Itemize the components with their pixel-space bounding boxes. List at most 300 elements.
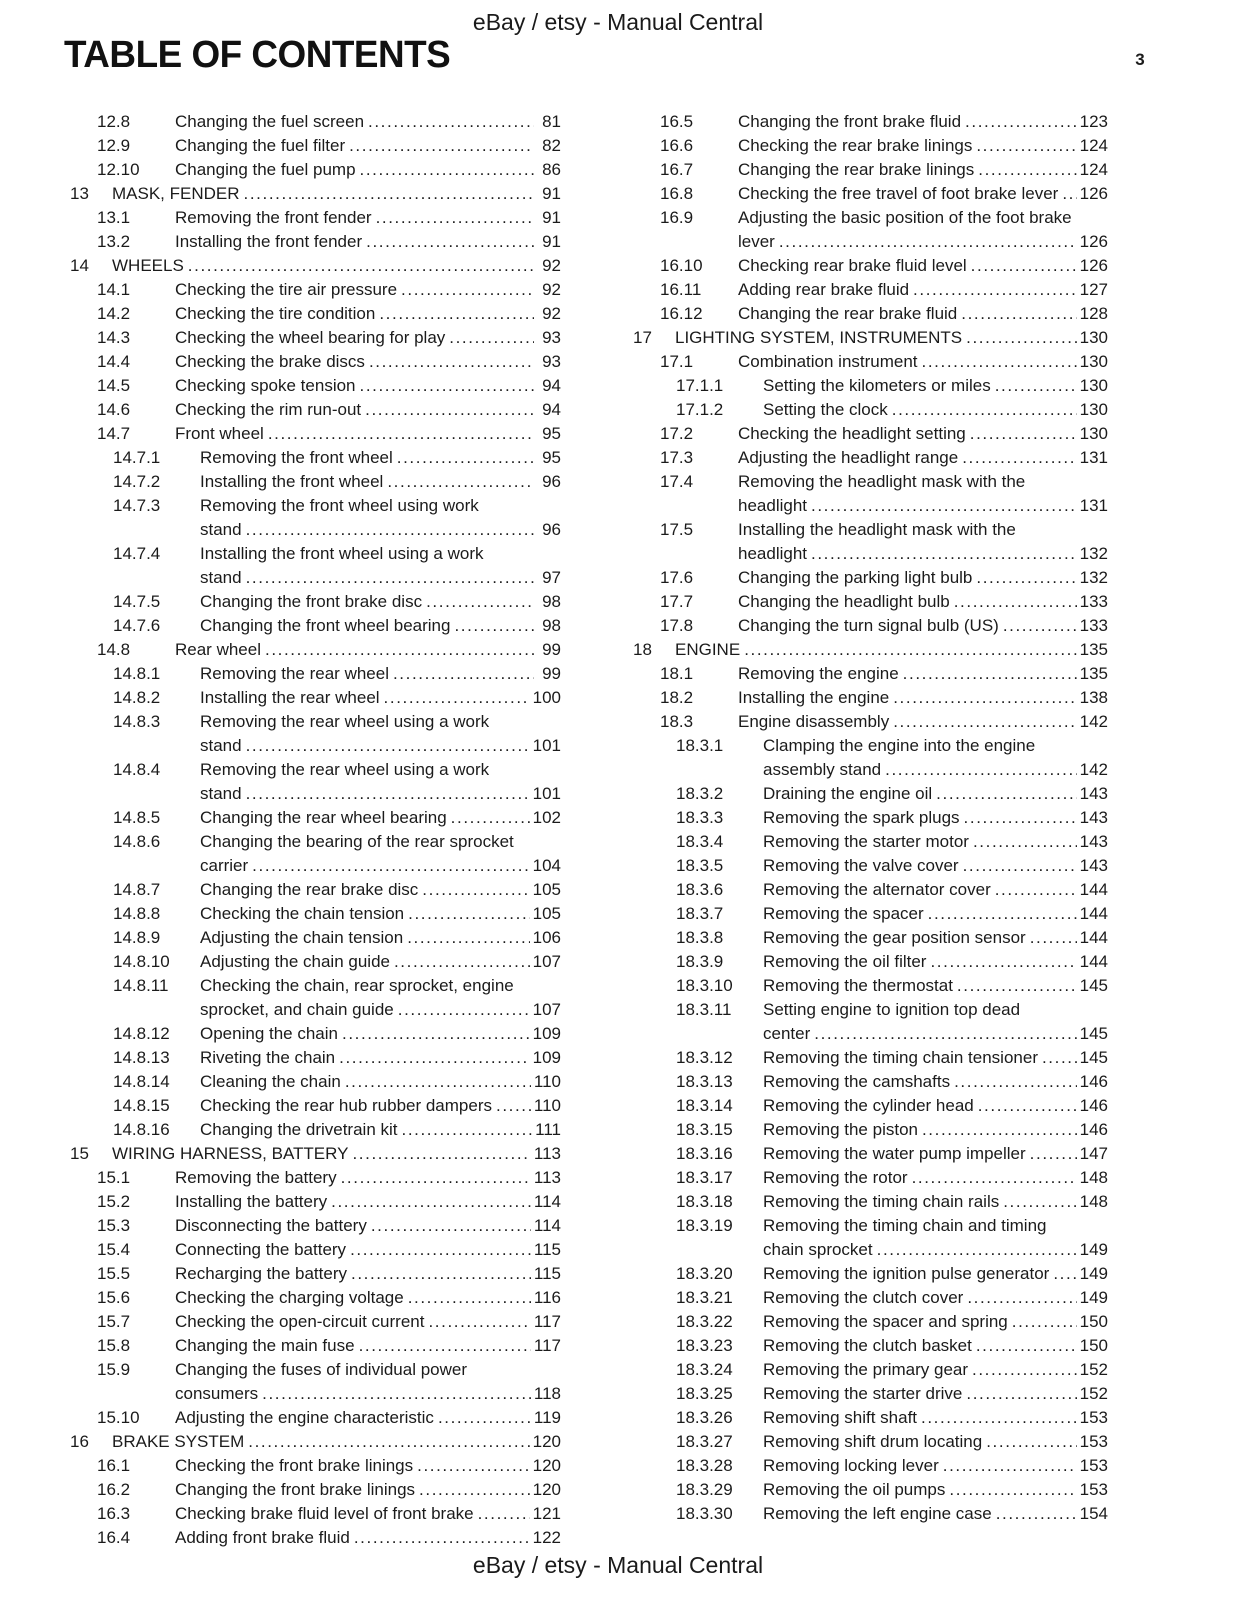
entry-title: Installing the engine [738,688,890,707]
entry-page-number: 130 [1079,376,1108,395]
entry-number: 15.7 [97,1312,131,1331]
entry-line [175,1286,561,1310]
entry-number: 12.8 [97,112,131,131]
entry-page-number: 118 [533,1384,561,1403]
entry-body [175,1214,561,1238]
entry-line [763,1334,1108,1358]
entry-title: Checking brake fluid level of front brake [175,1504,474,1523]
toc-entry [70,206,561,230]
entry-page-number: 153 [1079,1456,1108,1475]
dot-leader [973,830,1077,854]
toc-entry [70,1430,561,1454]
entry-line [763,1382,1108,1406]
entry-page-number: 110 [533,1072,561,1091]
entry-line [200,830,561,854]
entry-body [738,134,1108,158]
dot-leader [354,1526,530,1550]
entry-body [175,1334,561,1358]
entry-line [175,302,561,326]
entry-title: Installing the rear wheel [200,688,380,707]
entry-body [200,662,561,686]
entry-page-number: 143 [1079,808,1108,827]
entry-line [200,902,561,926]
entry-body [763,1070,1108,1094]
toc-entry [70,158,561,182]
entry-page-number: 153 [1079,1480,1108,1499]
entry-page-number: 91 [542,208,561,227]
entry-page-number: 152 [1079,1360,1108,1379]
entry-title: Checking the rear hub rubber dampers [200,1096,492,1115]
dot-leader [350,1238,531,1262]
entry-line [738,278,1108,302]
entry-title: Installing the front wheel using a work [200,544,484,563]
dot-leader [877,1238,1077,1262]
entry-line [763,1238,1108,1262]
entry-title: Removing the engine [738,664,899,683]
entry-line [763,1430,1108,1454]
entry-number: 14.2 [97,304,131,323]
entry-page-number: 143 [1079,832,1108,851]
entry-page-number: 105 [532,880,561,899]
toc-entry [633,1214,1108,1262]
dot-leader [963,854,1077,878]
toc-entry [70,230,561,254]
entry-page-number: 91 [542,184,561,203]
entry-body [763,830,1108,854]
entry-number: 18.3.7 [676,904,724,923]
entry-number: 18 [633,640,652,659]
entry-line [175,110,561,134]
entry-title: WIRING HARNESS, BATTERY [112,1144,349,1163]
entry-number: 15.9 [97,1360,131,1379]
toc-entry [633,110,1108,134]
dot-leader [1030,1142,1077,1166]
entry-page-number: 124 [1079,160,1108,179]
entry-body [112,182,561,206]
entry-page-number: 126 [1079,232,1108,251]
entry-title: Changing the headlight bulb [738,592,950,611]
entry-page-number: 126 [1079,256,1108,275]
entry-body [200,878,561,902]
entry-page-number: 130 [1079,424,1108,443]
dot-leader [961,302,1076,326]
entry-number: 15.2 [97,1192,131,1211]
entry-title: Removing the alternator cover [763,880,991,899]
entry-line [763,806,1108,830]
entry-body [763,1214,1108,1262]
toc-entry [70,1190,561,1214]
entry-number: 17.8 [660,616,694,635]
toc-entry [70,974,561,1022]
entry-page-number: 143 [1079,784,1108,803]
toc-entry [70,278,561,302]
toc-entry [70,494,561,542]
dot-leader [379,302,534,326]
dot-leader [478,1502,530,1526]
entry-line [175,326,561,350]
toc-entry [70,1214,561,1238]
entry-line [175,1502,561,1526]
entry-title: Changing the turn signal bulb (US) [738,616,999,635]
entry-title: Adding front brake fluid [175,1528,350,1547]
toc-column-left [70,110,561,1550]
dot-leader [922,1118,1077,1142]
entry-title: Adjusting the engine characteristic [175,1408,434,1427]
entry-body [738,566,1108,590]
toc-entry [633,614,1108,638]
dot-leader [401,278,534,302]
entry-line [200,854,561,878]
entry-page-number: 93 [542,352,561,371]
entry-number: 14.8.14 [113,1072,170,1091]
dot-leader [986,1430,1076,1454]
entry-page-number: 153 [1079,1408,1108,1427]
dot-leader [971,254,1077,278]
entry-number: 18.3.17 [676,1168,733,1187]
toc-entry [633,638,1108,662]
entry-line [675,326,1108,350]
entry-number: 16.11 [660,280,702,299]
entry-title: Clamping the engine into the engine [763,736,1036,755]
toc-entry [633,398,1108,422]
dot-leader [978,1094,1077,1118]
entry-number: 18.2 [660,688,694,707]
entry-line [763,782,1108,806]
entry-page-number: 115 [533,1264,561,1283]
toc-entry [633,206,1108,254]
entry-title: Adjusting the chain guide [200,952,390,971]
entry-line [175,1214,561,1238]
entry-line [200,758,561,782]
entry-number: 14.8.16 [113,1120,170,1139]
entry-number: 18.3.15 [676,1120,733,1139]
entry-body [738,422,1108,446]
entry-title: Setting the clock [763,400,888,419]
toc-entry [70,254,561,278]
entry-line [112,254,561,278]
entry-number: 18.3.30 [676,1504,733,1523]
toc-entry [70,1526,561,1550]
entry-body [738,182,1108,206]
entry-page-number: 145 [1079,976,1108,995]
dot-leader [1003,614,1077,638]
entry-body [763,1046,1108,1070]
entry-title: Checking rear brake fluid level [738,256,967,275]
entry-number: 14.8.11 [113,976,169,995]
entry-page-number: 91 [542,232,561,251]
entry-line [175,1334,561,1358]
entry-number: 16.10 [660,256,703,275]
entry-line [763,758,1108,782]
entry-body [738,518,1108,566]
entry-number: 14 [70,256,89,275]
dot-leader [438,1406,531,1430]
toc-entry [633,806,1108,830]
entry-line [200,662,561,686]
toc-entry [633,1046,1108,1070]
entry-number: 18.3.2 [676,784,724,803]
entry-page-number: 131 [1079,448,1108,467]
entry-line [763,1022,1108,1046]
toc-entry [633,518,1108,566]
entry-number: 14.8.2 [113,688,161,707]
entry-line [175,158,561,182]
entry-line [175,134,561,158]
entry-page-number: 121 [532,1504,561,1523]
entry-body [763,1382,1108,1406]
entry-page-number: 114 [533,1192,561,1211]
entry-title: Setting the kilometers or miles [763,376,991,395]
dot-leader [978,158,1076,182]
entry-line [175,422,561,446]
entry-title: Adjusting the headlight range [738,448,959,467]
entry-page-number: 120 [532,1480,561,1499]
dot-leader [368,110,534,134]
dot-leader [376,206,534,230]
toc-entry [70,950,561,974]
entry-body [200,542,561,590]
entry-page-number: 110 [533,1096,561,1115]
entry-page-number: 149 [1079,1240,1108,1259]
entry-body [763,998,1108,1046]
entry-body [175,230,561,254]
entry-line [200,1022,561,1046]
entry-line [175,1358,561,1382]
entry-title: Removing the gear position sensor [763,928,1026,947]
entry-page-number: 153 [1079,1432,1108,1451]
dot-leader [964,806,1077,830]
entry-line [175,1454,561,1478]
entry-number: 18.3.23 [676,1336,733,1355]
entry-line [200,1094,561,1118]
entry-body [175,1310,561,1334]
corner-page-number: 3 [1135,50,1145,69]
entry-page-number: 97 [542,568,561,587]
entry-body [112,254,561,278]
entry-page-number: 119 [533,1408,561,1427]
toc-entry [633,1286,1108,1310]
entry-body [175,1286,561,1310]
toc-entry [70,1286,561,1310]
entry-line [200,470,561,494]
entry-line [763,830,1108,854]
toc-entry [633,422,1108,446]
toc-entry [633,974,1108,998]
toc-entry [70,1046,561,1070]
dot-leader [976,566,1076,590]
toc-entry [633,1358,1108,1382]
entry-body [763,734,1108,782]
dot-leader [954,590,1077,614]
entry-number: 14.7.2 [113,472,161,491]
entry-body [763,878,1108,902]
entry-body [738,662,1108,686]
entry-body [112,1142,561,1166]
entry-number: 17.2 [660,424,694,443]
entry-line [738,158,1108,182]
dot-leader [967,1286,1076,1310]
entry-body [763,806,1108,830]
entry-line [738,470,1108,494]
dot-leader [397,446,534,470]
entry-body [112,1430,561,1454]
toc-entry [633,326,1108,350]
entry-title: Removing the starter motor [763,832,969,851]
entry-page-number: 142 [1079,712,1108,731]
dot-leader [387,470,534,494]
entry-body [763,974,1108,998]
entry-body [175,302,561,326]
entry-line [738,518,1108,542]
entry-title: Removing shift shaft [763,1408,918,1427]
entry-page-number: 86 [542,160,561,179]
dot-leader [954,1070,1077,1094]
toc-entry [70,1262,561,1286]
toc-entry [633,1142,1108,1166]
entry-title: headlight [738,544,808,563]
entry-title: Changing the rear wheel bearing [200,808,447,827]
entry-title: Removing the valve cover [763,856,959,875]
entry-title: Changing the front brake linings [175,1480,416,1499]
entry-line [763,998,1108,1022]
toc-entry [633,1070,1108,1094]
entry-number: 16.1 [97,1456,131,1475]
entry-line [738,350,1108,374]
entry-page-number: 132 [1079,544,1108,563]
entry-page-number: 145 [1079,1048,1108,1067]
entry-number: 14.7.6 [113,616,161,635]
entry-page-number: 92 [542,304,561,323]
entry-title: Removing the rotor [763,1168,908,1187]
entry-page-number: 124 [1079,136,1108,155]
toc-column-right [633,110,1108,1550]
entry-number: 17.5 [660,520,694,539]
entry-page-number: 96 [542,472,561,491]
entry-line [763,1286,1108,1310]
dot-leader [1053,1262,1076,1286]
entry-page-number: 144 [1079,928,1108,947]
entry-body [200,1118,561,1142]
entry-line [175,1166,561,1190]
entry-number: 18.3.22 [676,1312,733,1331]
page-header-site-label: eBay / etsy - Manual Central [472,9,764,35]
entry-body [200,1070,561,1094]
entry-number: 18.3.18 [676,1192,733,1211]
entry-title: Opening the chain [200,1024,338,1043]
entry-title: Removing the battery [175,1168,337,1187]
toc-entry [70,398,561,422]
toc-entry [633,878,1108,902]
entry-title: carrier [200,856,249,875]
entry-line [175,206,561,230]
dot-leader [351,1262,531,1286]
page-title: TABLE OF CONTENTS [64,34,451,76]
dot-leader [811,542,1077,566]
entry-title: stand [200,568,242,587]
entry-title: Checking the wheel bearing for play [175,328,446,347]
toc-entry [70,1070,561,1094]
entry-body [200,902,561,926]
entry-line [175,398,561,422]
dot-leader [371,1214,531,1238]
entry-line [738,614,1108,638]
dot-leader [892,398,1077,422]
entry-page-number: 81 [542,112,561,131]
entry-number: 15 [70,1144,89,1163]
entry-page-number: 120 [532,1456,561,1475]
entry-page-number: 101 [532,784,561,803]
entry-body [763,1334,1108,1358]
entry-title: Checking the chain, rear sprocket, engine [200,976,514,995]
entry-page-number: 98 [542,592,561,611]
entry-title: Setting engine to ignition top dead [763,1000,1021,1019]
dot-leader [970,422,1077,446]
entry-page-number: 109 [532,1024,561,1043]
entry-body [200,926,561,950]
entry-number: 14.8.4 [113,760,161,779]
entry-title: stand [200,520,242,539]
toc-entry [70,758,561,806]
entry-body [763,1190,1108,1214]
entry-title: Checking the rear brake linings [738,136,973,155]
entry-page-number: 145 [1079,1024,1108,1043]
entry-title: Checking the headlight setting [738,424,966,443]
entry-number: 18.3.12 [676,1048,733,1067]
entry-number: 14.1 [97,280,131,299]
entry-body [738,470,1108,518]
dot-leader [814,1022,1076,1046]
entry-title: Removing shift drum locating [763,1432,983,1451]
dot-leader [972,1358,1077,1382]
entry-body [200,974,561,1022]
entry-title: Changing the fuel screen [175,112,365,131]
entry-page-number: 135 [1079,664,1108,683]
entry-page-number: 117 [533,1336,561,1355]
toc-entry [70,614,561,638]
dot-leader [949,1478,1076,1502]
dot-leader [451,806,530,830]
entry-page-number: 120 [532,1432,561,1451]
entry-title: Changing the rear brake linings [738,160,975,179]
entry-number: 18.3.29 [676,1480,733,1499]
entry-number: 15.1 [97,1168,131,1187]
entry-title: Removing the thermostat [763,976,953,995]
entry-number: 18.3.10 [676,976,733,995]
entry-line [200,566,561,590]
dot-leader [996,1502,1077,1526]
entry-page-number: 94 [542,376,561,395]
entry-line [763,1190,1108,1214]
entry-page-number: 94 [542,400,561,419]
toc-entry [633,998,1108,1046]
entry-line [200,590,561,614]
entry-page-number: 147 [1079,1144,1108,1163]
entry-body [175,278,561,302]
dot-leader [384,686,530,710]
entry-line [200,1118,561,1142]
entry-body [763,1142,1108,1166]
entry-line [763,1070,1108,1094]
toc-entry [633,278,1108,302]
entry-line [763,1406,1108,1430]
entry-line [200,950,561,974]
entry-title: Removing the front wheel using work [200,496,479,515]
entry-number: 16.12 [660,304,703,323]
entry-number: 15.5 [97,1264,131,1283]
entry-line [738,710,1108,734]
entry-page-number: 116 [533,1288,561,1307]
toc-entry [70,1118,561,1142]
